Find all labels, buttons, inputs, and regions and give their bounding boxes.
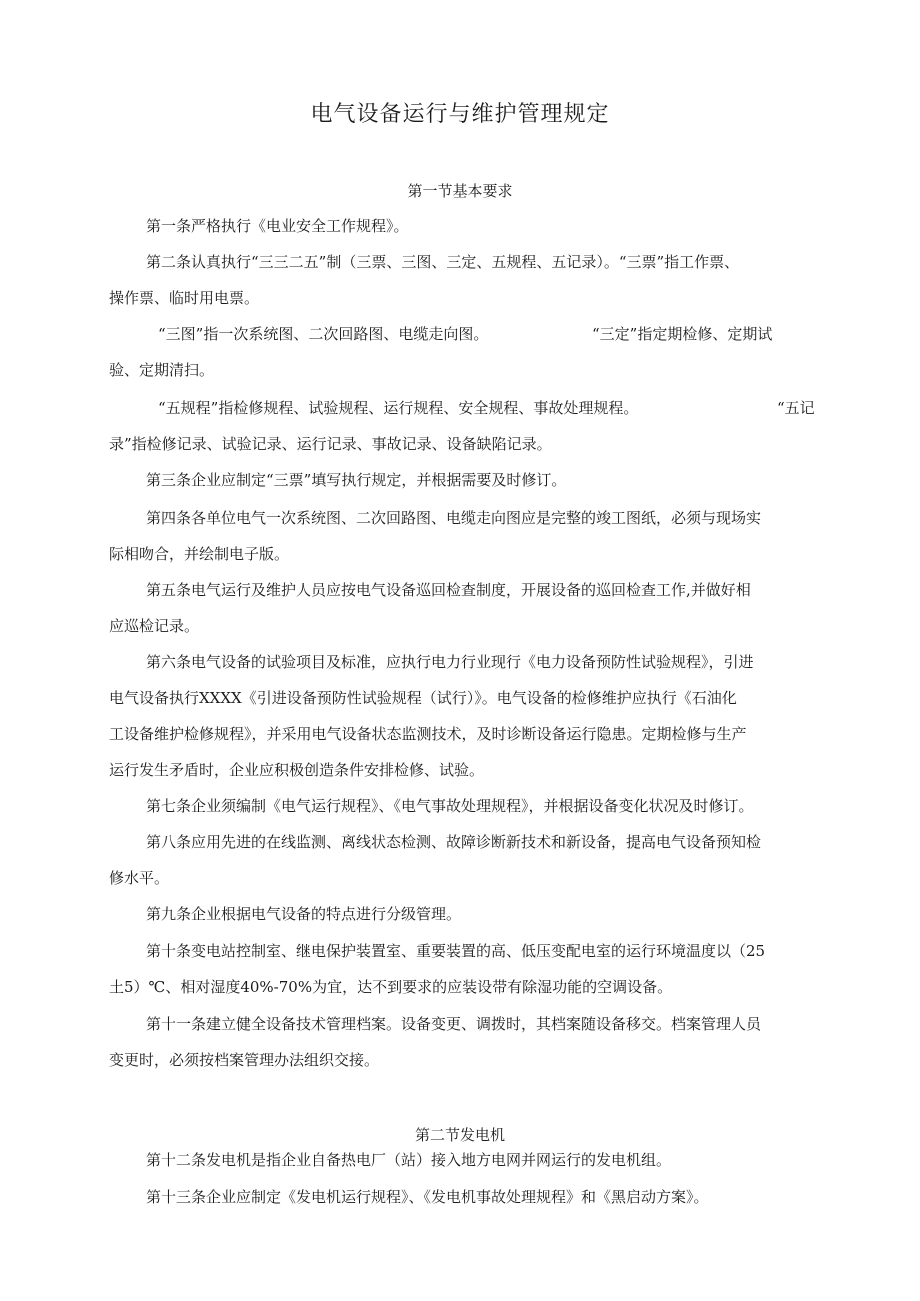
article-4-line-2: 际相吻合，并绘制电子版。 bbox=[109, 545, 290, 563]
article-6-line-3: 工设备维护检修规程》，并采用电气设备状态监测技术，及时诊断设备运行隐患。定期检修与生产 bbox=[109, 725, 747, 743]
article-1: 第一条严格执行《电业安全工作规程》。 bbox=[146, 217, 409, 235]
article-12: 第十二条发电机是指企业自备热电厂（站）接入地方电网并网运行的发电机组。 bbox=[146, 1151, 672, 1169]
section-1-heading: 第一节基本要求 bbox=[407, 182, 513, 200]
article-7: 第七条企业须编制《电气运行规程》、《电气事故处理规程》，并根据设备变化状况及时修订。 bbox=[146, 797, 754, 815]
article-2-line-6: 录”指检修记录、试验记录、运行记录、事故记录、设备缺陷记录。 bbox=[109, 435, 552, 453]
article-8-line-1: 第八条应用先进的在线监测、离线状态检测、故障诊断新技术和新设备，提高电气设备预知检 bbox=[146, 833, 762, 851]
article-5-line-1: 第五条电气运行及维护人员应按电气设备巡回检查制度，开展设备的巡回检查工作,并做好相 bbox=[146, 581, 751, 599]
article-2-line-1: 第二条认真执行“三三二五”制（三票、三图、三定、五规程、五记录）。“三票”指工作票、 bbox=[146, 253, 740, 271]
article-2-line-2: 操作票、临时用电票。 bbox=[109, 289, 260, 307]
article-8-line-2: 修水平。 bbox=[109, 869, 170, 887]
article-5-line-2: 应巡检记录。 bbox=[109, 617, 200, 635]
article-6-line-2: 电气设备执行XXXX《引进设备预防性试验规程（试行）》。电气设备的检修维护应执行《石油化 bbox=[109, 689, 737, 707]
article-3: 第三条企业应制定“三票”填写执行规定，并根据需要及时修订。 bbox=[146, 471, 567, 489]
article-2-line-3b: “三定”指定期检修、定期试 bbox=[592, 325, 773, 343]
article-13: 第十三条企业应制定《发电机运行规程》、《发电机事故处理规程》和《黑启动方案》。 bbox=[146, 1188, 709, 1206]
article-10-line-2: 土5）℃、相对湿度40%-70%为宜，达不到要求的应装设带有除湿功能的空调设备。 bbox=[109, 978, 673, 996]
article-2-line-3a: “三图”指一次系统图、二次回路图、电缆走向图。 bbox=[158, 325, 489, 343]
article-4-line-1: 第四条各单位电气一次系统图、二次回路图、电缆走向图应是完整的竣工图纸，必须与现场实 bbox=[146, 509, 762, 527]
document-title: 电气设备运行与维护管理规定 bbox=[310, 102, 610, 127]
article-11-line-1: 第十一条建立健全设备技术管理档案。设备变更、调拨时，其档案随设备移交。档案管理人员 bbox=[146, 1015, 762, 1033]
article-6-line-1: 第六条电气设备的试验项目及标准，应执行电力行业现行《电力设备预防性试验规程》，引进 bbox=[146, 653, 754, 671]
article-2-line-5a: “五规程”指检修规程、试验规程、运行规程、安全规程、事故处理规程。 bbox=[158, 399, 639, 417]
section-2-heading: 第二节发电机 bbox=[414, 1126, 505, 1144]
article-6-line-4: 运行发生矛盾时，企业应积极创造条件安排检修、试验。 bbox=[109, 761, 485, 779]
article-9: 第九条企业根据电气设备的特点进行分级管理。 bbox=[146, 905, 462, 923]
article-2-line-4: 验、定期清扫。 bbox=[109, 361, 215, 379]
article-10-line-1: 第十条变电站控制室、继电保护装置室、重要装置的高、低压变配电室的运行环境温度以（25 bbox=[146, 942, 766, 960]
article-11-line-2: 变更时，必须按档案管理办法组织交接。 bbox=[109, 1051, 380, 1069]
article-2-line-5b: “五记 bbox=[777, 399, 815, 417]
